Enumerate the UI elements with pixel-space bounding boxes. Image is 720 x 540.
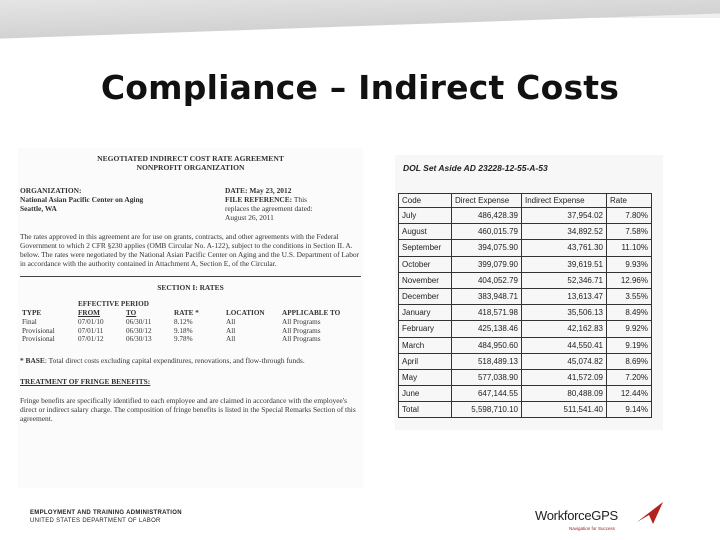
dol-cell-code: September: [399, 240, 452, 256]
rates-cell-applicable: All Programs: [282, 326, 321, 335]
dol-header-code: Code: [399, 194, 452, 208]
rates-cell-type: Final: [22, 318, 37, 326]
file-reference-value: This: [293, 195, 307, 204]
logo-wordmark: WorkforceGPS: [535, 508, 618, 523]
date-label: DATE:: [225, 186, 248, 195]
dol-cell-indirect: 13,613.47: [522, 288, 607, 304]
dol-table-row: [399, 402, 652, 418]
agreement-header-line-1: NEGOTIATED INDIRECT COST RATE AGREEMENT: [97, 154, 284, 163]
rates-header-type: TYPE: [22, 309, 42, 317]
section-divider: [20, 276, 361, 277]
dol-table-row: [399, 337, 652, 353]
rates-cell-to: 06/30/11: [126, 318, 152, 326]
rates-header-from: FROM: [78, 309, 100, 317]
base-text: : Total direct costs excluding capital expenditures, renovations, and flow-through funds.: [44, 355, 305, 365]
footer-line-2: UNITED STATES DEPARTMENT OF LABOR: [30, 518, 161, 524]
rates-cell-location: All: [226, 326, 236, 335]
footer-line-1: EMPLOYMENT AND TRAINING ADMINISTRATION: [30, 510, 182, 516]
dol-table-row: [399, 224, 652, 240]
rates-cell-from: 07/01/10: [78, 318, 104, 326]
date-value: May 23, 2012: [249, 186, 292, 195]
indirect-cost-agreement-document: [18, 148, 363, 488]
dol-table-row: [399, 369, 652, 385]
slide-title: Compliance – Indirect Costs: [100, 68, 620, 107]
dol-table-row: [399, 272, 652, 288]
dol-table-row: [399, 321, 652, 337]
dol-cell-direct: 647,144.55: [452, 386, 522, 402]
organization-name: National Asian Pacific Center on Aging: [20, 195, 144, 204]
dol-cell-direct: 5,598,710.10: [452, 402, 522, 418]
dol-cell-rate: 7.58%: [607, 224, 652, 240]
rates-cell-to: 06/30/12: [126, 326, 152, 335]
dol-cell-direct: 399,079.90: [452, 256, 522, 272]
dol-cell-indirect: 43,761.30: [522, 240, 607, 256]
dol-cell-rate: 7.20%: [607, 369, 652, 385]
organization-block: [18, 186, 225, 222]
dol-cell-indirect: 39,619.51: [522, 256, 607, 272]
dol-cell-indirect: 42,162.83: [522, 321, 607, 337]
file-reference-label: FILE REFERENCE:: [225, 195, 293, 204]
dol-cell-rate: 3.55%: [607, 288, 652, 304]
dol-cell-direct: 425,138.46: [452, 321, 522, 337]
dol-table-title: DOL Set Aside AD 23228-12-55-A-53: [403, 163, 548, 173]
dol-header-indirect: Indirect Expense: [522, 194, 607, 208]
intro-paragraph: The rates approved in this agreement are for use on grants, contracts, and other agreements with the Federal Government to which 2 CFR §230 applies (OMB Circular No. A-122), subject to the conditions in Section II. A. below. The rates were negotiated by the National Asian Pacific Center on Aging and the U.S. Department of Labor in accordance with the authority contained in Attachment A, Section E, of the Circular.: [20, 232, 360, 268]
dol-cell-rate: 11.10%: [607, 240, 652, 256]
dol-expense-panel: [395, 155, 663, 430]
dol-table-row: [399, 288, 652, 304]
dol-table-row: [399, 386, 652, 402]
dol-cell-direct: 484,950.60: [452, 337, 522, 353]
dol-cell-code: February: [399, 321, 452, 337]
organization-label: ORGANIZATION:: [20, 186, 82, 195]
fringe-title: TREATMENT OF FRINGE BENEFITS:: [20, 376, 151, 386]
dol-cell-direct: 418,571.98: [452, 305, 522, 321]
dol-cell-direct: 518,489.13: [452, 353, 522, 369]
dol-table-row: [399, 240, 652, 256]
workforcegps-logo: [535, 498, 675, 538]
dol-cell-direct: 486,428.39: [452, 208, 522, 224]
dol-cell-direct: 577,038.90: [452, 369, 522, 385]
rates-cell-type: Provisional: [22, 335, 55, 344]
agreement-header-line-2: NONPROFIT ORGANIZATION: [136, 163, 245, 172]
dol-cell-code: Total: [399, 402, 452, 418]
rates-cell-to: 06/30/13: [126, 335, 152, 344]
replaces-date: August 26, 2011: [225, 213, 274, 222]
rates-cell-location: All: [226, 335, 236, 344]
dol-cell-code: July: [399, 208, 452, 224]
rates-row: [20, 318, 358, 327]
dol-cell-direct: 404,052.79: [452, 272, 522, 288]
replaces-line: replaces the agreement dated:: [225, 204, 313, 213]
rates-cell-rate: 9.78%: [174, 335, 193, 344]
base-label: * BASE: [20, 355, 45, 365]
dol-cell-code: April: [399, 353, 452, 369]
dol-cell-indirect: 44,550.41: [522, 337, 607, 353]
dol-cell-code: December: [399, 288, 452, 304]
dol-table-row: [399, 256, 652, 272]
dol-table-row: [399, 353, 652, 369]
rates-cell-location: All: [226, 318, 236, 326]
section-title: SECTION I: RATES: [157, 283, 224, 292]
dol-cell-indirect: 80,488.09: [522, 386, 607, 402]
fringe-text: Fringe benefits are specifically identified to each employee and are claimed in accordance with the employee's direct or indirect salary charge. The composition of fringe benefits is listed in the Special Remarks Section of this agreement.: [20, 395, 356, 423]
dol-expense-table: [398, 193, 652, 418]
dol-cell-indirect: 34,892.52: [522, 224, 607, 240]
dol-cell-rate: 9.19%: [607, 337, 652, 353]
dol-cell-rate: 9.14%: [607, 402, 652, 418]
dol-cell-code: August: [399, 224, 452, 240]
rates-row: [20, 327, 358, 336]
dol-cell-rate: 9.93%: [607, 256, 652, 272]
dol-cell-code: March: [399, 337, 452, 353]
dol-cell-rate: 9.92%: [607, 321, 652, 337]
dol-table-row: [399, 208, 652, 224]
dol-table-body: [399, 208, 652, 418]
dol-cell-direct: 383,948.71: [452, 288, 522, 304]
dol-cell-direct: 394,075.90: [452, 240, 522, 256]
dol-cell-code: October: [399, 256, 452, 272]
dol-cell-code: November: [399, 272, 452, 288]
footer-agency: [30, 509, 182, 525]
rates-header-effective: EFFECTIVE PERIOD: [78, 300, 149, 308]
dol-header-direct: Direct Expense: [452, 194, 522, 208]
dol-cell-code: May: [399, 369, 452, 385]
dol-cell-code: January: [399, 305, 452, 321]
base-note: [18, 356, 363, 365]
dol-cell-rate: 8.69%: [607, 353, 652, 369]
dol-table-row: [399, 305, 652, 321]
rates-header-applicable: APPLICABLE TO: [282, 309, 341, 317]
top-decorative-swoosh: [0, 0, 720, 40]
rates-cell-applicable: All Programs: [282, 318, 321, 326]
rates-cell-type: Provisional: [22, 326, 55, 335]
dol-cell-indirect: 35,506.13: [522, 305, 607, 321]
dol-cell-indirect: 41,572.09: [522, 369, 607, 385]
dol-header-rate: Rate: [607, 194, 652, 208]
rates-header-location: LOCATION: [226, 309, 265, 317]
rates-row: [20, 335, 358, 344]
rates-cell-rate: 8.12%: [174, 318, 193, 326]
dol-cell-rate: 7.80%: [607, 208, 652, 224]
logo-tagline: Navigation for Success: [569, 526, 616, 531]
rates-header-to: TO: [126, 309, 137, 317]
date-block: [225, 186, 360, 222]
dol-cell-rate: 12.44%: [607, 386, 652, 402]
rates-cell-from: 07/01/12: [78, 335, 104, 344]
dol-cell-indirect: 45,074.82: [522, 353, 607, 369]
rates-cell-applicable: All Programs: [282, 335, 321, 344]
rates-cell-from: 07/01/11: [78, 326, 104, 335]
dol-cell-rate: 8.49%: [607, 305, 652, 321]
dol-cell-indirect: 511,541.40: [522, 402, 607, 418]
dol-cell-rate: 12.96%: [607, 272, 652, 288]
logo-arrow-icon: [635, 500, 665, 526]
rates-cell-rate: 9.18%: [174, 326, 193, 335]
dol-cell-code: June: [399, 386, 452, 402]
dol-cell-direct: 460,015.79: [452, 224, 522, 240]
organization-city: Seattle, WA: [20, 204, 57, 213]
rates-header-rate: RATE *: [174, 309, 199, 317]
dol-cell-indirect: 37,954.02: [522, 208, 607, 224]
rates-table: [20, 300, 358, 344]
dol-cell-indirect: 52,346.71: [522, 272, 607, 288]
